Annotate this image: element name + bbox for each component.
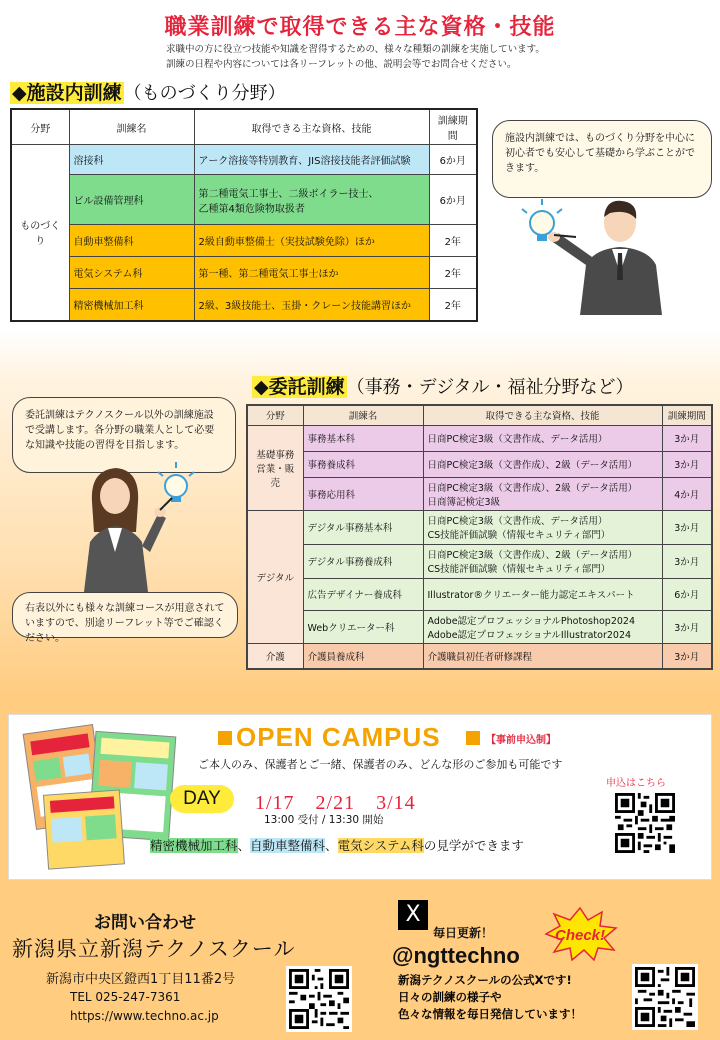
x-handle[interactable]: @ngttechno (392, 943, 520, 968)
course-duration: 2年 (429, 289, 477, 321)
col-header: 分野 (11, 109, 69, 145)
x-account-qr-code[interactable] (632, 964, 698, 1030)
field-cell: デジタル (247, 510, 303, 643)
col-header: 取得できる主な資格、技能 (423, 405, 662, 425)
course-duration: 6か月 (429, 175, 477, 225)
school-address: 新潟市中央区鐙西1丁目11番2号 (46, 972, 236, 987)
course-name: ビル設備管理科 (69, 175, 194, 225)
website-qr-code[interactable] (286, 966, 352, 1032)
course-quals: 2級自動車整備士（実技試験免除）ほか (194, 225, 429, 257)
tour-course: 自動車整備科 (250, 838, 326, 853)
x-desc-line: 色々な情報を毎日発信しています！ (398, 1007, 582, 1021)
course-quals: 日商PC検定3級（文書作成）、2級（データ活用） 日商簿記検定3級 (423, 477, 662, 510)
speech-bubble: 右表以外にも様々な訓練コースが用意されていますので、別途リーフレット等でご確認ください。 (12, 592, 238, 638)
col-header: 訓練名 (69, 109, 194, 145)
qr-code-icon (289, 969, 349, 1029)
col-header: 訓練期間 (429, 109, 477, 145)
decor-square (218, 731, 232, 745)
col-header: 訓練期間 (662, 405, 712, 425)
course-duration: 3か月 (662, 643, 712, 669)
course-quals: Adobe認定プロフェッショナルPhotoshop2024 Adobe認定プロフェッショナルIllustrator2024 (423, 610, 662, 643)
reservation-badge: 【事前申込制】 (486, 735, 556, 746)
course-duration: 3か月 (662, 425, 712, 451)
open-campus-text: ご本人のみ、保護者とご一緒、保護者のみ、どんな形のご参加も可能です (198, 758, 563, 771)
onsite-training-table (10, 108, 478, 322)
section2-subtitle: （事務・デジタル・福祉分野など） (346, 377, 634, 398)
apply-label: 申込はこちら (606, 778, 666, 789)
course-name: 精密機械加工科 (69, 289, 194, 321)
course-name: 溶接科 (69, 145, 194, 175)
col-header: 取得できる主な資格、技能 (194, 109, 429, 145)
school-name: 新潟県立新潟テクノスクール (12, 937, 296, 961)
school-website-link[interactable]: https://www.techno.ac.jp (70, 1009, 219, 1023)
tour-course: 電気システム科 (337, 838, 424, 853)
course-quals: 日商PC検定3級（文書作成、データ活用） (423, 425, 662, 451)
speech-bubble: 施設内訓練では、ものづくり分野を中心に初心者でも安心して基礎から学ぶことができます。 (492, 120, 712, 198)
event-times: 13:00 受付 / 13:30 開始 (264, 814, 384, 826)
section1-title: ◆施設内訓練 (12, 82, 122, 104)
tour-separator: 、 (237, 838, 251, 853)
course-duration: 3か月 (662, 510, 712, 544)
daily-update-label: 毎日更新！ (433, 926, 494, 940)
qr-code-icon (615, 793, 675, 853)
course-quals: 日商PC検定3級（文書作成）、2級（データ活用） CS技能評価試験（情報セキュリティ部門） (423, 544, 662, 578)
course-name: Webクリエーター科 (303, 610, 423, 643)
qr-code-icon (635, 967, 695, 1027)
course-duration: 6か月 (429, 145, 477, 175)
course-name: 事務養成科 (303, 451, 423, 477)
course-duration: 3か月 (662, 451, 712, 477)
check-burst-badge (542, 906, 618, 962)
tour-tail: の見学ができます (423, 838, 524, 853)
presenter-man-illustration (510, 195, 710, 315)
field-cell: ものづくり (11, 145, 69, 321)
course-quals: 第二種電気工事士、二級ボイラー技士、 乙種第4類危険物取扱者 (194, 175, 429, 225)
tour-separator: 、 (325, 838, 338, 853)
course-quals: 日商PC検定3級（文書作成、データ活用） CS技能評価試験（情報セキュリティ部門） (423, 510, 662, 544)
lightbulb-icon (158, 462, 194, 502)
course-name: 介護員養成科 (303, 643, 423, 669)
outsourced-training-table (246, 404, 713, 670)
check-text: Check! (554, 927, 606, 944)
section1-subtitle: （ものづくり分野） (123, 83, 286, 104)
tour-text (150, 836, 524, 854)
section2-heading (252, 372, 634, 399)
course-name: デジタル事務基本科 (303, 510, 423, 544)
page-title: 職業訓練で取得できる主な資格・技能 (164, 15, 556, 40)
x-description (398, 972, 582, 1023)
field-cell: 介護 (247, 643, 303, 669)
apply-qr-code[interactable] (612, 790, 678, 856)
x-desc-line: 新潟テクノスクールの公式Xです! (398, 973, 572, 987)
intro-line: 求職中の方に役立つ技能や知識を習得するための、様々な種類の訓練を実施しています。 (166, 44, 545, 55)
course-duration: 6か月 (662, 578, 712, 610)
course-name: 自動車整備科 (69, 225, 194, 257)
course-quals: 第一種、第二種電気工事士ほか (194, 257, 429, 289)
x-desc-line: 日々の訓練の様子や (398, 990, 502, 1004)
contact-heading: お問い合わせ (94, 913, 196, 933)
school-phone: TEL 025-247-7361 (70, 990, 181, 1004)
course-duration: 2年 (429, 225, 477, 257)
course-quals: 介護職員初任者研修課程 (423, 643, 662, 669)
course-quals: 2級、3級技能士、玉掛・クレーン技能講習ほか (194, 289, 429, 321)
section1-heading (10, 78, 286, 105)
col-header: 訓練名 (303, 405, 423, 425)
course-quals: アーク溶接等特別教育、JIS溶接技能者評価試験 (194, 145, 429, 175)
course-name: 広告デザイナー養成科 (303, 578, 423, 610)
field-cell: 基礎事務 営業・販売 (247, 425, 303, 510)
intro-line: 訓練の日程や内容については各リーフレットの他、説明会等でお問合せください。 (166, 59, 517, 70)
course-name: 事務応用科 (303, 477, 423, 510)
course-duration: 2年 (429, 257, 477, 289)
course-duration: 3か月 (662, 544, 712, 578)
col-header: 分野 (247, 405, 303, 425)
intro-text (166, 42, 545, 72)
course-quals: Illustrator®クリエーター能力認定エキスパート (423, 578, 662, 610)
course-duration: 4か月 (662, 477, 712, 510)
course-name: 電気システム科 (69, 257, 194, 289)
presenter-woman-illustration (80, 462, 200, 592)
section2-title: ◆委託訓練 (254, 376, 345, 398)
speech-bubble: 委託訓練はテクノスクール以外の訓練施設で受講します。各分野の職業人として必要な知識や技能の習得を目指します。 (12, 397, 236, 473)
event-dates: 1/17 2/21 3/14 (255, 792, 416, 814)
tour-course: 精密機械加工科 (150, 838, 238, 853)
decor-square (466, 731, 480, 745)
course-name: 事務基本科 (303, 425, 423, 451)
x-logo-icon[interactable]: X (398, 900, 428, 930)
course-quals: 日商PC検定3級（文書作成）、2級（データ活用） (423, 451, 662, 477)
open-campus-title: OPEN CAMPUS (236, 722, 441, 752)
day-label: DAY (170, 785, 234, 813)
course-name: デジタル事務養成科 (303, 544, 423, 578)
course-duration: 3か月 (662, 610, 712, 643)
